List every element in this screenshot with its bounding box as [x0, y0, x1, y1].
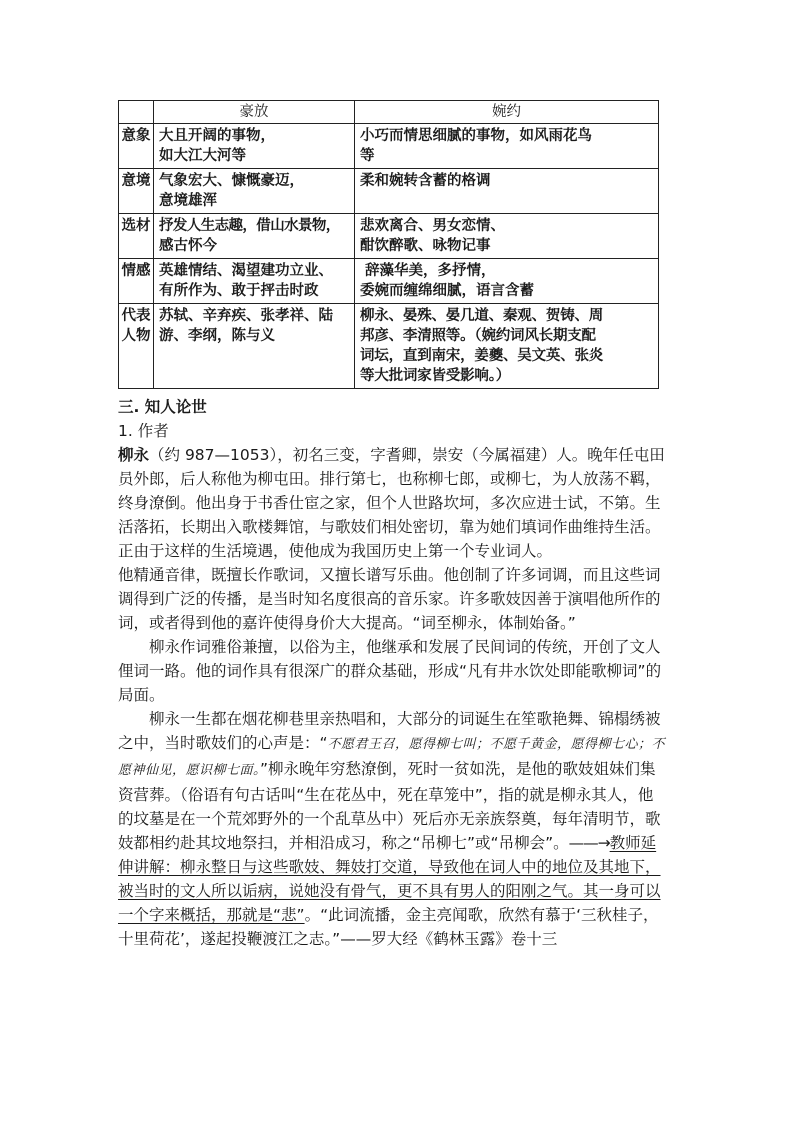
- table-header-row: [119, 101, 659, 124]
- wanyue-cell: [355, 169, 659, 214]
- header-haofang: 豪放: [154, 101, 355, 124]
- arrow-mark: ——→: [568, 834, 610, 852]
- table-row: [119, 304, 659, 389]
- comparison-table: [118, 100, 659, 389]
- paragraph-style: 柳永作词雅俗兼擅，以俗为主，他继承和发展了民间词的传统，开创了文人俚词一路。他的词作具有很深广的群众基础，形成“凡有井水饮处即能歌柳词”的局面。: [118, 638, 662, 704]
- cell-line: 游、李纲，陈与义: [159, 328, 275, 344]
- cell-line: 英雄情结、渴望建功立业、: [159, 263, 333, 279]
- table-row: [119, 169, 659, 214]
- header-empty: [119, 101, 154, 124]
- paragraph-text: （约 987—1053），初名三变，字耆卿，崇安（今属福建）人。晚年任屯田员外郎，后人称他为柳屯田。排行第七，也称柳七郎，或柳七，为人放荡不羁，终身潦倒。他出身于书香仕宦之家，但个人世路坎坷，多次应进士试，不第。生活落拓，长期出入歌楼舞馆，与歌妓们相处密切，靠为她们填词作曲维持生活。正由于这样的生活境遇，使他成为我国历史上第一个专业词人。: [118, 446, 665, 560]
- row-label: 代表人物: [119, 304, 154, 389]
- handwritten-quote: 不愿君王召，愿得柳七叫；不愿千黄金，愿得柳七心；不愿神仙见，愿识柳七面。: [118, 737, 666, 778]
- cell-line: 酣饮醉歌、咏物记事: [360, 238, 491, 254]
- paragraph-text: ”柳永晚年穷愁潦倒，死时一贫如洗，是他的歌妓姐妹们集资营葬。（俗语有句古话叫“生在花丛中，死在草笼中”，指的就是柳永其人，他的坟墓是在一个荒郊野外的一个乱草丛中）死后亦无亲族祭奠，每年清明节，歌妓都相约赴其坟地祭扫，并相沿成习，称之“吊柳七”或“吊柳会”。: [118, 760, 661, 852]
- row-label: 选材: [119, 214, 154, 259]
- cell-line: 有所作为、敢于抨击时政: [159, 283, 319, 299]
- cell-line: 柔和婉转含蓄的格调: [360, 173, 491, 189]
- cell-line: 抒发人生志趣，借山水景物，: [159, 218, 340, 234]
- wanyue-cell: [355, 214, 659, 259]
- row-label: 情感: [119, 259, 154, 304]
- cell-line: 词坛，直到南宋，姜夔、吴文英、张炎: [360, 348, 604, 364]
- section-heading: 三. 知人论世: [118, 398, 207, 416]
- wanyue-cell: [355, 304, 659, 389]
- cell-line: 如大江大河等: [159, 148, 246, 164]
- cell-line: 悲欢离合、男女恋情、: [360, 218, 505, 234]
- table-row: [119, 259, 659, 304]
- haofang-cell: [154, 304, 355, 389]
- haofang-cell: [154, 214, 355, 259]
- haofang-cell: [154, 169, 355, 214]
- cell-line: 等: [360, 148, 375, 164]
- teacher-note: 教师延伸讲解：柳永整日与这些歌妓、舞妓打交道，导致他在词人中的地位及其地下，被当时的文人所以诟病，说她没有骨气，更不具有男人的阳刚之气。其一身可以一个字来概括，那就是“悲”: [118, 834, 661, 924]
- cell-line: 柳永、晏殊、晏几道、秦观、贺铸、周: [360, 308, 604, 324]
- cell-line: 辞藻华美，多抒情，: [360, 263, 496, 279]
- document-page: [118, 100, 666, 951]
- subsection-heading: 1. 作者: [118, 422, 169, 440]
- cell-line: 小巧而情思细腻的事物，如风雨花鸟: [360, 128, 592, 144]
- cell-line: 感古怀今: [159, 238, 217, 254]
- cell-line: 委婉而缠绵细腻，语言含蓄: [360, 283, 534, 299]
- paragraph-author-intro: [118, 443, 666, 563]
- cell-line: 意境雄浑: [159, 193, 217, 209]
- paragraph-music: 他精通音律，既擅长作歌词，又擅长谱写乐曲。他创制了许多词调，而且这些词调得到广泛的传播，是当时知名度很高的音乐家。许多歌妓因善于演唱他所作的词，或者得到他的嘉许使得身价大大提高。“词至柳永，体制始备。”: [118, 566, 661, 632]
- row-label: 意象: [119, 124, 154, 169]
- cell-line: 气象宏大、慷慨豪迈，: [159, 173, 304, 189]
- paragraph-text: 柳永一生都在烟花柳巷里亲热唱和，大部分的词诞生在笙歌艳舞、锦榻绣被之中，当时歌妓们的心声是：“: [118, 710, 661, 752]
- wanyue-cell: [355, 259, 659, 304]
- article-body: [118, 395, 666, 951]
- row-label: 意境: [119, 169, 154, 214]
- haofang-cell: [154, 124, 355, 169]
- cell-line: 苏轼、辛弃疾、张孝祥、陆: [159, 308, 333, 324]
- cell-line: 等大批词家皆受影响。）: [360, 368, 511, 384]
- paragraph-life: [118, 707, 666, 951]
- author-name: 柳永: [118, 446, 150, 464]
- table-row: [119, 124, 659, 169]
- paragraph-text: 。“此词流播，金主亮闻歌，欣然有慕于‘三秋桂子，十里荷花’，遂起投鞭渡江之志。”——罗大经《鹤林玉露》卷十三: [118, 906, 659, 948]
- haofang-cell: [154, 259, 355, 304]
- cell-line: 邦彦、李清照等。（婉约词风长期支配: [360, 328, 596, 344]
- header-wanyue: 婉约: [355, 101, 659, 124]
- cell-line: 大且开阔的事物，: [159, 128, 275, 144]
- table-row: [119, 214, 659, 259]
- wanyue-cell: [355, 124, 659, 169]
